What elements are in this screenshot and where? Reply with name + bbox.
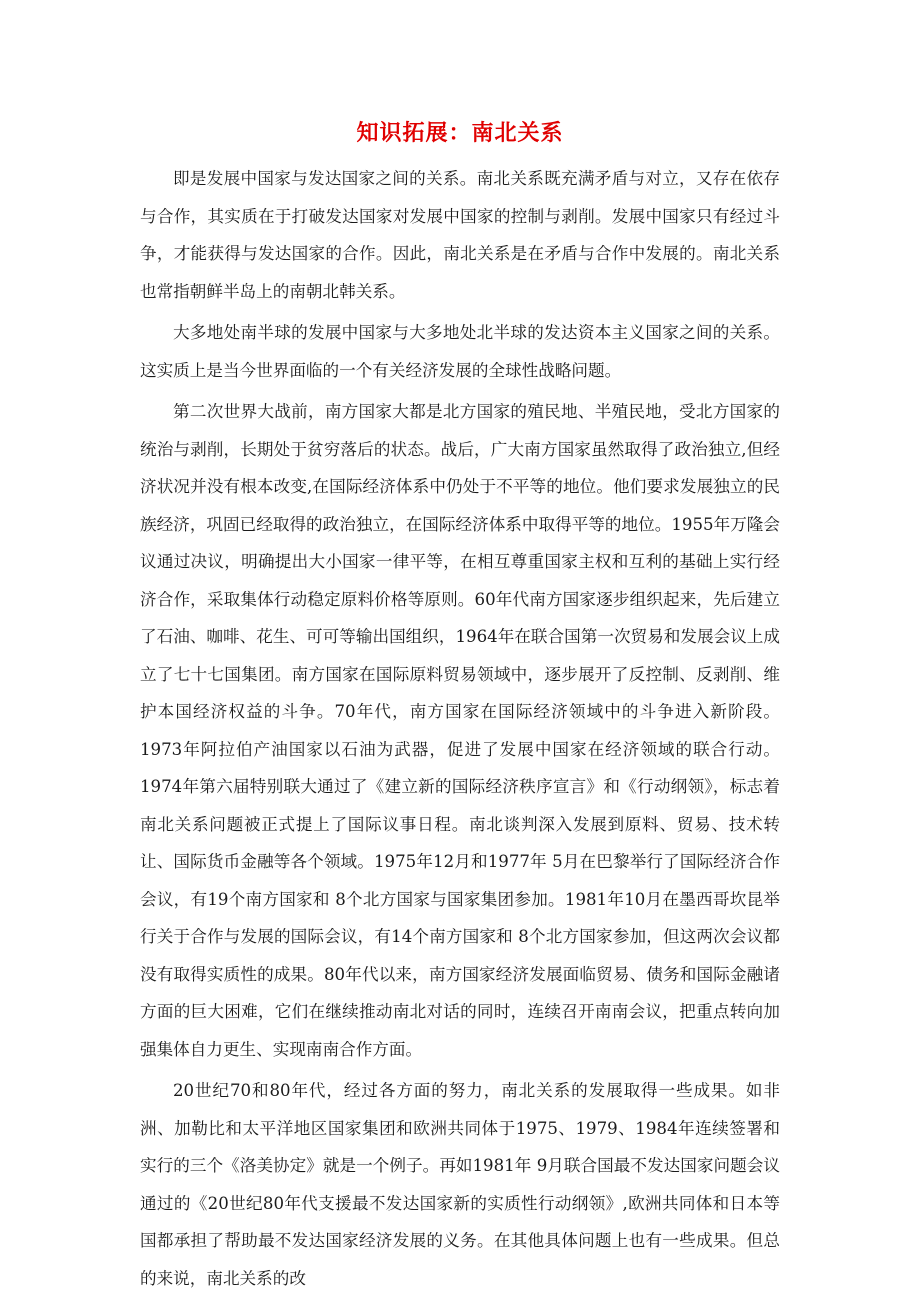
article-body bbox=[140, 160, 780, 1301]
paragraph-hemispheres: 大多地处南半球的发展中国家与大多地处北半球的发达资本主义国家之间的关系。这实质上是当今世界面临的一个有关经济发展的全球性战略问题。 bbox=[140, 323, 780, 380]
paragraph-definition: 即是发展中国家与发达国家之间的关系。南北关系既充满矛盾与对立，又存在依存与合作，其实质在于打破发达国家对发展中国家的控制与剥削。发展中国家只有经过斗争，才能获得与发达国家的合作。因此，南北关系是在矛盾与合作中发展的。南北关系也常指朝鲜半岛上的南朝北韩关系。 bbox=[140, 169, 780, 301]
page-title: 知识拓展：南北关系 bbox=[356, 121, 564, 146]
paragraph-achievements: 20世纪70和80年代，经过各方面的努力，南北关系的发展取得一些成果。如非洲、加勒比和太平洋地区国家集团和欧洲共同体于1975、1979、1984年连续签署和实行的三个《洛美协定》就是一个例子。再如1981年 9月联合国最不发达国家问题会议通过的《20世纪80年代支援最不发达国家新的实质性行动纲领》,欧洲共同体和日本等国都承担了帮助最不发达国家经济发展的义务。在其他具体问题上也有一些成果。但总的来说，南北关系的改 bbox=[140, 1081, 780, 1288]
paragraph-history: 第二次世界大战前，南方国家大都是北方国家的殖民地、半殖民地，受北方国家的统治与剥削，长期处于贫穷落后的状态。战后，广大南方国家虽然取得了政治独立,但经济状况并没有根本改变,在国际经济体系中仍处于不平等的地位。他们要求发展独立的民族经济，巩固已经取得的政治独立，在国际经济体系中取得平等的地位。1955年万隆会议通过决议，明确提出大小国家一律平等，在相互尊重国家主权和互利的基础上实行经济合作，采取集体行动稳定原料价格等原则。60年代南方国家逐步组织起来，先后建立了石油、咖啡、花生、可可等输出国组织，1964年在联合国第一次贸易和发展会议上成立了七十七国集团。南方国家在国际原料贸易领域中，逐步展开了反控制、反剥削、维护本国经济权益的斗争。70年代，南方国家在国际经济领域中的斗争进入新阶段。1973年阿拉伯产油国家以石油为武器，促进了发展中国家在经济领域的联合行动。1974年第六届特别联大通过了《建立新的国际经济秩序宣言》和《行动纲领》，标志着南北关系问题被正式提上了国际议事日程。南北谈判深入发展到原料、贸易、技术转让、国际货币金融等各个领域。1975年12月和1977年 5月在巴黎举行了国际经济合作会议，有19个南方国家和 8个北方国家与国家集团参加。1981年10月在墨西哥坎昆举行关于合作与发展的国际会议，有14个南方国家和 8个北方国家参加，但这两次会议都没有取得实质性的成果。80年代以来，南方国家经济发展面临贸易、债务和国际金融诸方面的巨大困难，它们在继续推动南北对话的同时，连续召开南南会议，把重点转向加强集体自力更生、实现南南合作方面。 bbox=[140, 402, 780, 1059]
